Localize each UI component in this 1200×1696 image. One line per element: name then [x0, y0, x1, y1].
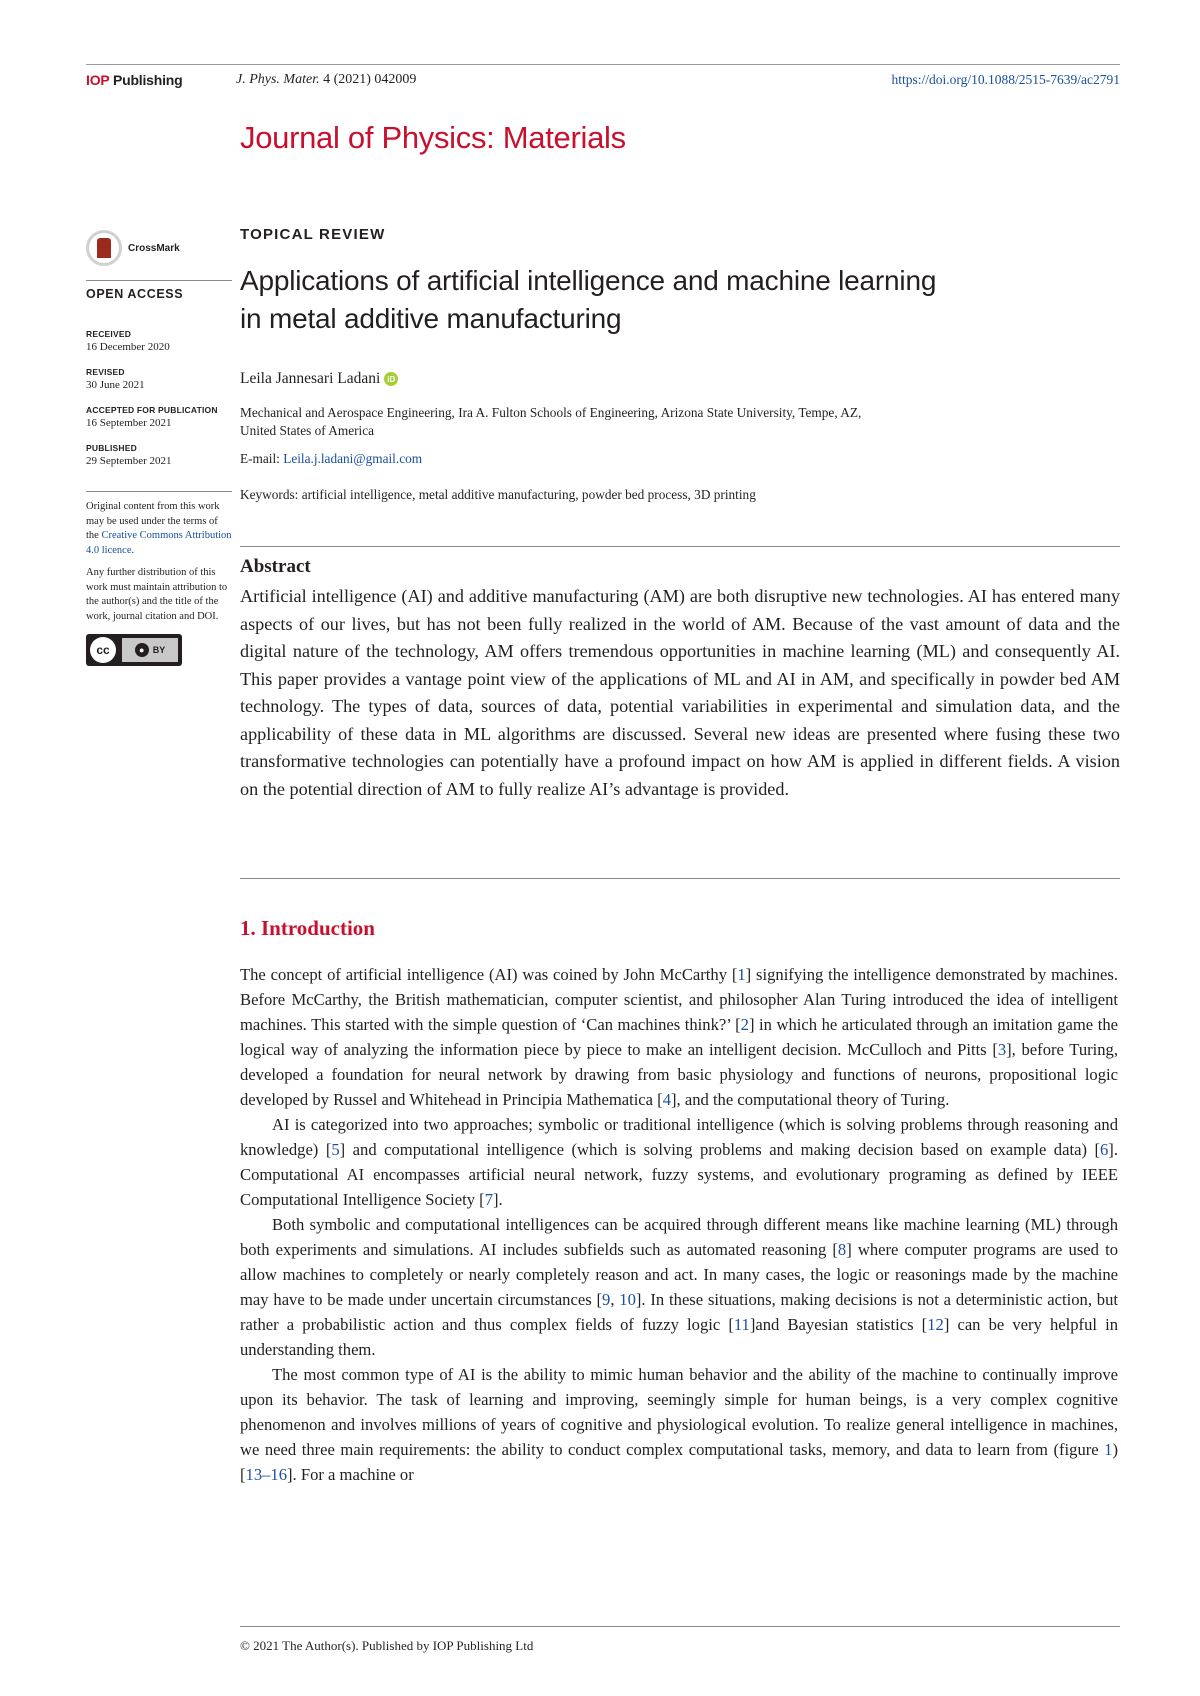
- figure-link[interactable]: 1: [1104, 1440, 1113, 1459]
- license-distribution-text: Any further distribution of this work must maintain attribution to the author(s) and the title of the work, journal citation and DOI.: [86, 567, 228, 622]
- open-access-label: OPEN ACCESS: [86, 287, 184, 301]
- citation-link[interactable]: 9: [602, 1290, 611, 1309]
- citation-link[interactable]: 3: [997, 1040, 1007, 1059]
- abstract-heading: Abstract: [240, 556, 311, 577]
- license-text: Original content from this work may be used under the terms of the Creative Commons Attribution 4.0 licence.: [86, 501, 232, 556]
- email-link[interactable]: Leila.j.ladani@gmail.com: [283, 451, 423, 466]
- affiliation: Mechanical and Aerospace Engineering, Ira A. Fulton Schools of Engineering, Arizona State University, Tempe, AZ, United States of America: [240, 405, 862, 438]
- footer-rule: [240, 1626, 1120, 1627]
- paragraph: The most common type of AI is the ability to mimic human behavior and the ability of the machine to continually improve upon its behavior. The task of learning and improving, seemingly simple for human beings, is a very complex cognitive phenomenon and involves millions of years of cognitive and physiological evolution. To realize general intelligence in machines, we need three main requirements: the ability to conduct complex computational tasks, memory, and data to learn from (figure 1) [13–16]. For a machine or: [240, 1365, 1118, 1484]
- doi-link[interactable]: https://doi.org/10.1088/2515-7639/ac2791: [891, 72, 1120, 87]
- orcid-icon[interactable]: iD: [384, 372, 398, 386]
- citation-link[interactable]: 7: [484, 1190, 493, 1209]
- history-revised: REVISED 30 June 2021: [86, 367, 145, 391]
- sidebar-rule: [86, 491, 232, 492]
- citation-link[interactable]: 12: [927, 1315, 944, 1334]
- introduction-body: [240, 962, 1118, 1487]
- section-type: TOPICAL REVIEW: [240, 226, 386, 243]
- citation-link[interactable]: 2: [740, 1015, 749, 1034]
- cc-by-badge[interactable]: cc ● BY: [86, 634, 182, 666]
- publisher-logo[interactable]: IOP Publishing: [86, 72, 183, 88]
- citation-link[interactable]: 1: [737, 965, 746, 984]
- abstract-text: Artificial intelligence (AI) and additive manufacturing (AM) are both disruptive new technologies. AI has entered many aspects of our lives, but has not been fully realized in the world of AM. Because of the vast amount of data and the digital nature of the technology, AM offers tremendous opportunities in machine learning (ML) and consequently AI. This paper provides a vantage point view of the applications of ML and AI in AM, and specifically in powder bed AM technology. The types of data, sources of data, potential variabilities in experimental and simulation data, and the applicability of these data in ML algorithms are discussed. Several new ideas are presented where fusing these two transformative technologies can potentially have a profound impact on how AM is applied in different fields. A vision on the potential direction of AM to fully realize AI’s advantage is provided.: [240, 586, 1120, 799]
- paragraph: AI is categorized into two approaches; symbolic or traditional intelligence (which is solving problems through reasoning and knowledge) [5] and computational intelligence (which is solving problems and making decision based on example data) [6]. Computational AI encompasses artificial neural network, fuzzy systems, and evolutionary programing as defined by IEEE Computational Intelligence Society [7].: [240, 1115, 1118, 1209]
- copyright-footer: © 2021 The Author(s). Published by IOP Publishing Ltd: [240, 1638, 534, 1653]
- section-heading-introduction: 1. Introduction: [240, 916, 375, 940]
- sidebar: [86, 230, 232, 666]
- citation-link[interactable]: 8: [837, 1240, 847, 1259]
- history-accepted: ACCEPTED FOR PUBLICATION 16 September 2021: [86, 405, 218, 429]
- citation-link[interactable]: 6: [1100, 1140, 1109, 1159]
- history-published: PUBLISHED 29 September 2021: [86, 443, 172, 467]
- keywords-line: Keywords: artificial intelligence, metal additive manufacturing, powder bed process, 3D printing: [240, 487, 756, 502]
- citation-link[interactable]: 11: [733, 1315, 750, 1334]
- crossmark-button[interactable]: CrossMark: [86, 230, 232, 266]
- author: Leila Jannesari Ladani iD: [240, 370, 1120, 388]
- email-line: E-mail: Leila.j.ladani@gmail.com: [240, 451, 423, 466]
- sidebar-rule: [86, 280, 232, 281]
- paragraph: Both symbolic and computational intelligences can be acquired through different means like machine learning (ML) through both experiments and simulations. AI includes subfields such as automated reasoning [8] where computer programs are used to allow machines to completely or nearly completely reason and act. In many cases, the logic or reasonings made by the machine may have to be made under uncertain circumstances [9, 10]. In these situations, making decisions is not a deterministic action, but rather a probabilistic action and thus complex fields of fuzzy logic [11]and Bayesian statistics [12] can be very helpful in understanding them.: [240, 1215, 1119, 1359]
- journal-name[interactable]: Journal of Physics: Materials: [240, 120, 626, 155]
- citation-link[interactable]: 5: [331, 1140, 340, 1159]
- header-rule: [86, 64, 1120, 65]
- citation-link[interactable]: 10: [619, 1290, 636, 1309]
- article-title: Applications of artificial intelligence and machine learning in metal additive manufacturing: [240, 265, 937, 334]
- journal-citation: J. Phys. Mater. 4 (2021) 042009: [236, 72, 417, 87]
- paragraph: The concept of artificial intelligence (AI) was coined by John McCarthy [1] signifying the intelligence demonstrated by machines. Before McCarthy, the British mathematician, computer scientist, and philosopher Alan Turing introduced the idea of intelligent machines. This started with the simple question of ‘Can machines think?’ [2] in which he articulated through an imitation game the logical way of analyzing the information piece by piece to make an intelligent decision. McCulloch and Pitts [3], before Turing, developed a foundation for neural network by drawing from basic physiology and functions of neurons, propositional logic developed by Russel and Whitehead in Principia Mathematica [4], and the computational theory of Turing.: [240, 965, 1119, 1109]
- crossmark-icon: [86, 230, 122, 266]
- history-received: RECEIVED 16 December 2020: [86, 329, 170, 353]
- citation-link[interactable]: 13–16: [245, 1465, 288, 1484]
- person-icon: ●: [135, 643, 149, 657]
- citation-link[interactable]: 4: [662, 1090, 672, 1109]
- cc-icon: cc: [90, 637, 116, 663]
- abstract-bottom-rule: [240, 878, 1120, 879]
- abstract-top-rule: [240, 546, 1120, 547]
- license-link[interactable]: Creative Commons Attribution 4.0 licence: [86, 530, 232, 556]
